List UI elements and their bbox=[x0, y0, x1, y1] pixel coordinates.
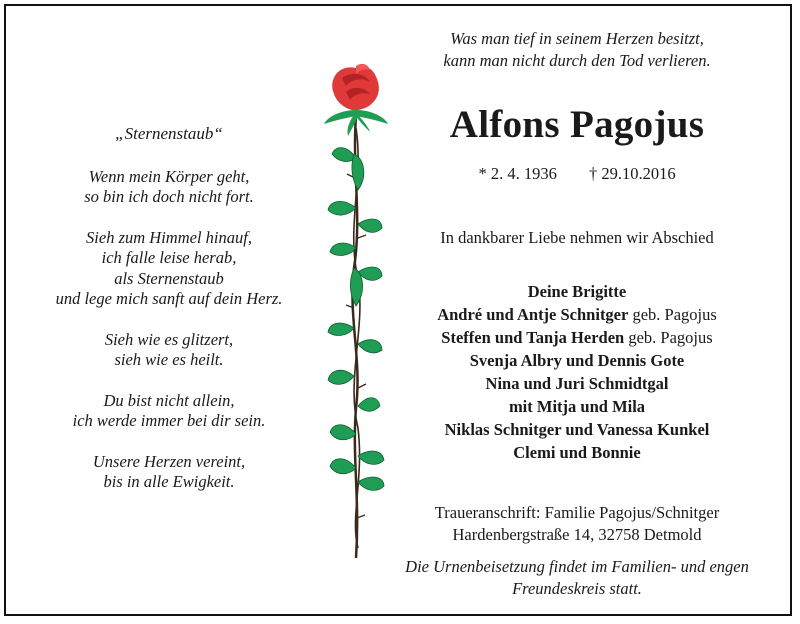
poem-stanza bbox=[24, 228, 314, 310]
poem-stanza bbox=[24, 391, 314, 432]
poem-line: Wenn mein Körper geht, bbox=[88, 166, 250, 186]
leaf bbox=[330, 243, 356, 255]
address-line: Hardenbergstraße 14, 32758 Detmold bbox=[452, 525, 702, 544]
burial-note bbox=[372, 556, 782, 600]
death-date: † 29.10.2016 bbox=[588, 164, 676, 183]
poem-stanza bbox=[24, 330, 314, 371]
leaf bbox=[328, 370, 354, 384]
farewell-intro: In dankbarer Liebe nehmen wir Abschied bbox=[440, 228, 714, 247]
thorn bbox=[358, 235, 366, 238]
leaf bbox=[330, 425, 356, 440]
poem-line: ich falle leise herab, bbox=[101, 248, 237, 267]
poem bbox=[24, 124, 314, 513]
motto-line: kann man nicht durch den Tod verlieren. bbox=[443, 51, 711, 70]
poem-line: Sieh zum Himmel hinauf, bbox=[86, 227, 252, 247]
poem-title: „Sternenstaub“ bbox=[115, 124, 223, 143]
family-member: Steffen und Tanja Herden geb. Pagojus bbox=[441, 328, 713, 347]
family-member: Nina und Juri Schmidtgal bbox=[485, 374, 669, 393]
family-member: Niklas Schnitger und Vanessa Kunkel bbox=[444, 420, 710, 439]
deceased-name: Alfons Pagojus bbox=[449, 103, 705, 146]
thorn bbox=[358, 384, 366, 388]
motto bbox=[372, 28, 782, 72]
poem-line: so bin ich doch nicht fort. bbox=[84, 187, 254, 206]
leaf bbox=[328, 323, 354, 335]
life-dates bbox=[372, 164, 782, 184]
obituary-frame bbox=[4, 4, 792, 616]
family-member: Deine Brigitte bbox=[527, 282, 627, 301]
poem-line: Du bist nicht allein, bbox=[103, 390, 235, 410]
leaf bbox=[352, 154, 364, 190]
leaf bbox=[358, 477, 384, 490]
poem-stanza bbox=[24, 452, 314, 493]
burial-line: Die Urnenbeisetzung findet im Familien- und engen bbox=[405, 557, 749, 576]
poem-line: ich werde immer bei dir sein. bbox=[72, 411, 266, 430]
poem-line: Unsere Herzen vereint, bbox=[92, 451, 246, 471]
poem-line: und lege mich sanft auf dein Herz. bbox=[55, 289, 283, 308]
address-line: Traueranschrift: Familie Pagojus/Schnitger bbox=[434, 503, 720, 522]
motto-line: Was man tief in seinem Herzen besitzt, bbox=[450, 29, 704, 48]
family-member: André und Antje Schnitger geb. Pagojus bbox=[437, 305, 717, 324]
birth-date: * 2. 4. 1936 bbox=[478, 164, 557, 183]
leaf bbox=[330, 459, 356, 474]
poem-line: Sieh wie es glitzert, bbox=[104, 329, 234, 349]
family-list bbox=[372, 280, 782, 464]
burial-line: Freundeskreis statt. bbox=[512, 579, 642, 598]
family-member: mit Mitja und Mila bbox=[508, 397, 646, 416]
poem-stanza bbox=[24, 167, 314, 208]
leaf bbox=[328, 201, 356, 215]
family-member: Clemi und Bonnie bbox=[513, 443, 641, 462]
poem-line: sieh wie es heilt. bbox=[114, 350, 224, 369]
poem-line: als Sternenstaub bbox=[114, 268, 224, 288]
poem-line: bis in alle Ewigkeit. bbox=[103, 472, 235, 491]
mourning-address bbox=[372, 502, 782, 546]
family-member: Svenja Albry und Dennis Gote bbox=[469, 351, 685, 370]
